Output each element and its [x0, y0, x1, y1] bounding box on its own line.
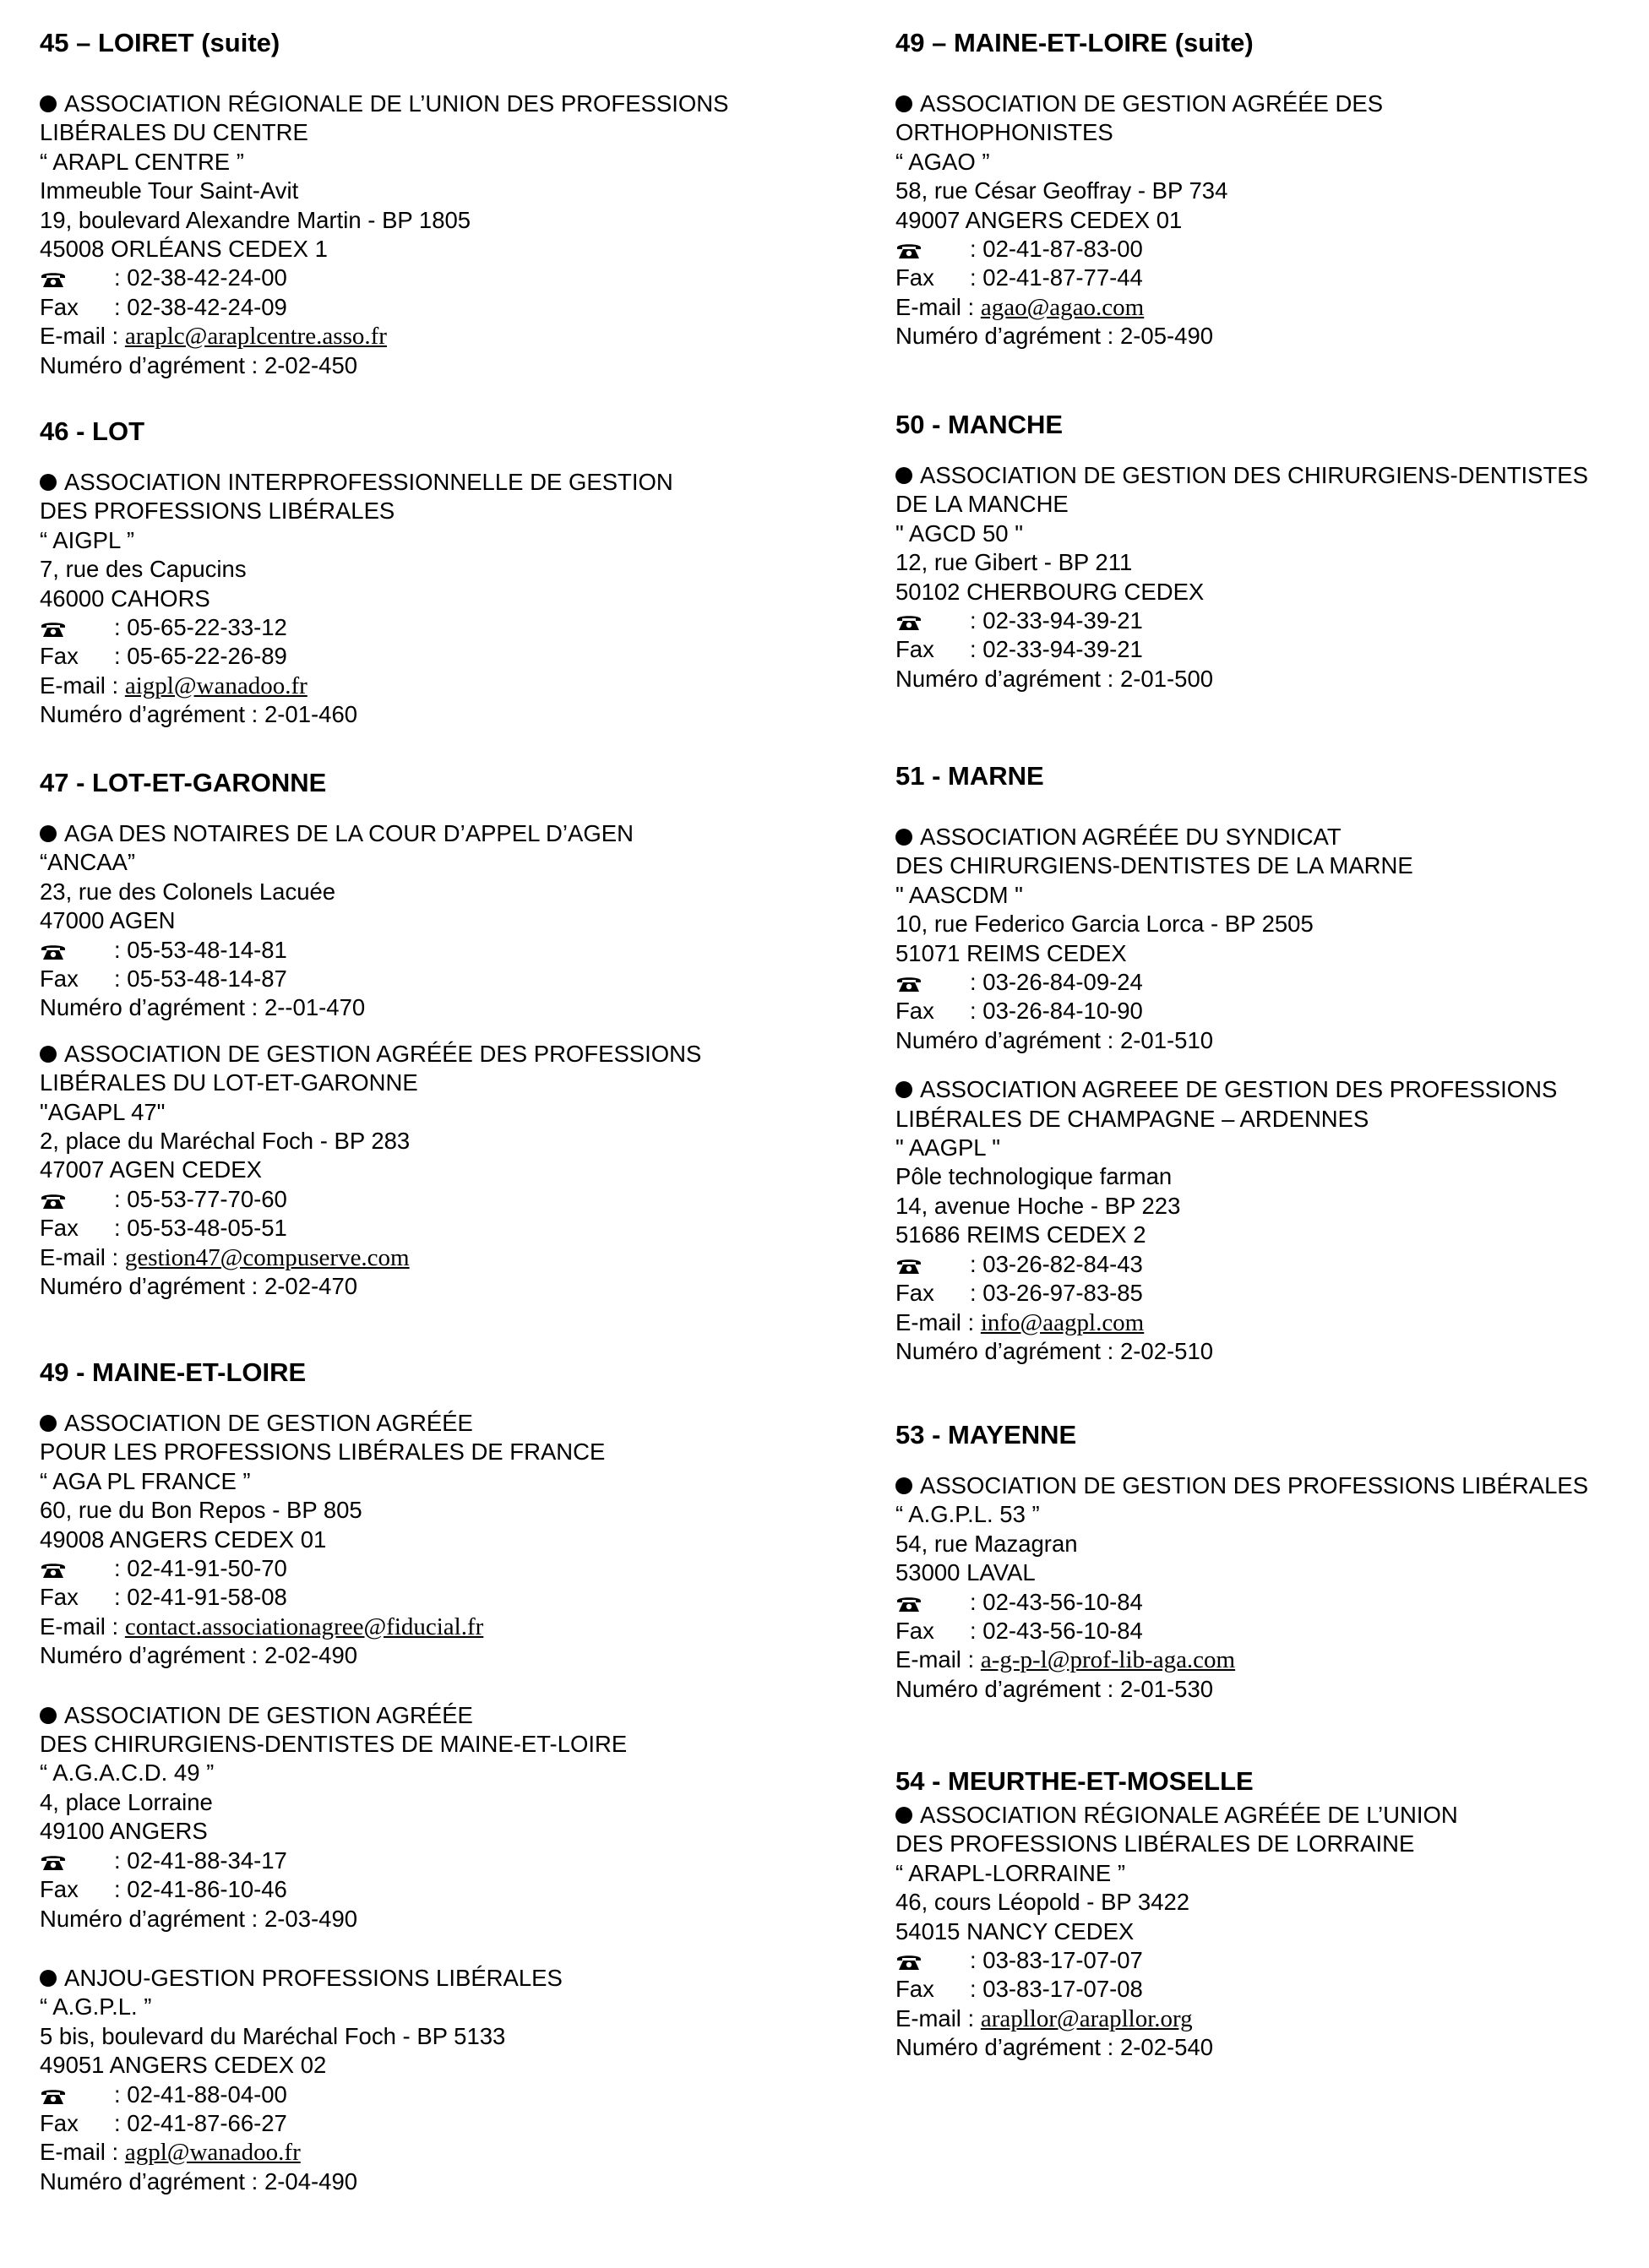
- entry-line: DES PROFESSIONS LIBÉRALES: [40, 498, 395, 525]
- entry-line: POUR LES PROFESSIONS LIBÉRALES DE FRANCE: [40, 1439, 606, 1466]
- fax-value: : 05-65-22-26-89: [114, 643, 287, 670]
- entry-city: 47000 AGEN: [40, 907, 176, 934]
- bullet-icon: [40, 95, 57, 112]
- entry-address: 7, rue des Capucins: [40, 556, 247, 583]
- telephone-icon: [40, 269, 67, 288]
- entry-name: AGA DES NOTAIRES DE LA COUR D’APPEL D’AGEN: [64, 820, 634, 846]
- agrement-number: Numéro d’agrément : 2-02-450: [40, 351, 358, 378]
- phone-value: : 02-41-88-34-17: [114, 1846, 287, 1874]
- email-label: E-mail :: [895, 1646, 975, 1673]
- entry-acronym: “ANCAA”: [40, 849, 136, 876]
- telephone-icon: [895, 1256, 922, 1275]
- phone-value: : 05-65-22-33-12: [114, 614, 287, 641]
- fax-value: : 03-26-97-83-85: [970, 1280, 1143, 1307]
- section-heading: 50 - MANCHE: [895, 410, 1064, 439]
- agrement-number: Numéro d’agrément : 2-02-490: [40, 1642, 358, 1669]
- entry-name: ASSOCIATION DE GESTION AGRÉÉE DES PROFESSIONS: [64, 1040, 702, 1067]
- entry-agacd-49: [40, 1701, 851, 1934]
- fax-label: Fax: [40, 643, 79, 670]
- entry-city: 46000 CAHORS: [40, 585, 210, 612]
- entry-acronym: “ ARAPL-LORRAINE ”: [895, 1859, 1126, 1886]
- entry-acronym: “ A.G.P.L. ”: [40, 1993, 152, 2021]
- agrement-number: Numéro d’agrément : 2-01-530: [895, 1675, 1214, 1702]
- entry-address: 60, rue du Bon Repos - BP 805: [40, 1497, 362, 1524]
- entry-line: DES PROFESSIONS LIBÉRALES DE LORRAINE: [895, 1830, 1415, 1857]
- entry-city: 49007 ANGERS CEDEX 01: [895, 206, 1183, 233]
- telephone-icon: [40, 619, 67, 638]
- entry-name: ASSOCIATION INTERPROFESSIONNELLE DE GESTION: [64, 469, 673, 495]
- agrement-number: Numéro d’agrément : 2-01-510: [895, 1026, 1214, 1053]
- bullet-icon: [40, 1415, 57, 1432]
- email-label: E-mail :: [895, 1308, 975, 1335]
- fax-value: : 05-53-48-05-51: [114, 1215, 287, 1242]
- phone-value: : 05-53-77-70-60: [114, 1185, 287, 1212]
- entry-line: Immeuble Tour Saint-Avit: [40, 177, 299, 204]
- section-heading: 51 - MARNE: [895, 761, 1044, 791]
- email-label: E-mail :: [40, 1613, 119, 1640]
- entry-city: 54015 NANCY CEDEX: [895, 1917, 1135, 1944]
- telephone-icon: [40, 1560, 67, 1579]
- entry-city: 50102 CHERBOURG CEDEX: [895, 578, 1205, 605]
- fax-label: Fax: [895, 1976, 934, 2003]
- agrement-number: Numéro d’agrément : 2-01-460: [40, 701, 358, 728]
- email-link[interactable]: info@aagpl.com: [980, 1308, 1145, 1336]
- agrement-number: Numéro d’agrément : 2-02-540: [895, 2034, 1214, 2061]
- phone-value: : 03-26-82-84-43: [970, 1250, 1143, 1277]
- agrement-number: Numéro d’agrément : 2-02-470: [40, 1273, 358, 1300]
- fax-value: : 02-43-56-10-84: [970, 1618, 1143, 1645]
- entry-line: DES CHIRURGIENS-DENTISTES DE MAINE-ET-LOIRE: [40, 1731, 628, 1758]
- entry-city: 51686 REIMS CEDEX 2: [895, 1221, 1146, 1248]
- fax-label: Fax: [40, 2109, 79, 2136]
- fax-value: : 03-83-17-07-08: [970, 1976, 1143, 2003]
- email-link[interactable]: a-g-p-l@prof-lib-aga.com: [980, 1646, 1236, 1674]
- entry-arapl-centre: [40, 90, 851, 380]
- entry-ancaa: [40, 819, 851, 1023]
- telephone-icon: [40, 1191, 67, 1210]
- entry-name: ANJOU-GESTION PROFESSIONS LIBÉRALES: [64, 1964, 563, 1991]
- phone-value: : 02-41-91-50-70: [114, 1555, 287, 1582]
- bullet-icon: [40, 825, 57, 842]
- telephone-icon: [895, 241, 922, 259]
- entry-line: LIBÉRALES DU CENTRE: [40, 119, 308, 146]
- section-51-marne: [895, 760, 1647, 1366]
- email-link[interactable]: araplc@araplcentre.asso.fr: [124, 323, 387, 351]
- section-49-maine-et-loire: [40, 1357, 851, 2196]
- entry-city: 49100 ANGERS: [40, 1818, 208, 1845]
- entry-name: ASSOCIATION RÉGIONALE AGRÉÉE DE L’UNION: [920, 1802, 1458, 1828]
- fax-label: Fax: [895, 998, 934, 1025]
- bullet-icon: [895, 1081, 912, 1098]
- phone-value: : 05-53-48-14-81: [114, 936, 287, 963]
- section-53-mayenne: [895, 1419, 1647, 1704]
- agrement-number: Numéro d’agrément : 2-04-490: [40, 2167, 358, 2195]
- bullet-icon: [895, 467, 912, 484]
- entry-name: ASSOCIATION AGREEE DE GESTION DES PROFESSIONS: [920, 1076, 1558, 1103]
- bullet-icon: [40, 1970, 57, 1987]
- section-heading: 49 - MAINE-ET-LOIRE: [40, 1357, 307, 1387]
- entry-name: ASSOCIATION AGRÉÉE DU SYNDICAT: [920, 824, 1342, 850]
- telephone-icon: [40, 2086, 67, 2105]
- entry-address: 12, rue Gibert - BP 211: [895, 549, 1133, 576]
- entry-agpl-53: [895, 1471, 1647, 1704]
- entry-address: 2, place du Maréchal Foch - BP 283: [40, 1128, 411, 1155]
- entry-acronym: “ AGA PL FRANCE ”: [40, 1467, 251, 1494]
- entry-aagpl: [895, 1075, 1647, 1366]
- bullet-icon: [895, 829, 912, 846]
- entry-acronym: “ A.G.P.L. 53 ”: [895, 1501, 1040, 1528]
- section-54-meurthe-et-moselle: [895, 1765, 1647, 2063]
- section-46-lot: [40, 416, 851, 730]
- entry-line: Pôle technologique farman: [895, 1163, 1173, 1190]
- phone-value: : 02-43-56-10-84: [970, 1588, 1143, 1615]
- entry-aascdm: [895, 823, 1647, 1055]
- phone-value: : 02-41-88-04-00: [114, 2080, 287, 2108]
- entry-name: ASSOCIATION DE GESTION AGRÉÉE: [64, 1701, 473, 1728]
- entry-name: ASSOCIATION DE GESTION DES CHIRURGIENS-DENTISTES: [920, 462, 1588, 488]
- entry-address: 54, rue Mazagran: [895, 1530, 1078, 1557]
- fax-label: Fax: [40, 1876, 79, 1903]
- entry-agao: [895, 90, 1647, 351]
- section-47-lot-et-garonne: [40, 767, 851, 1302]
- agrement-number: Numéro d’agrément : 2-02-510: [895, 1337, 1214, 1364]
- fax-value: : 02-41-87-66-27: [114, 2109, 287, 2136]
- entry-address: 23, rue des Colonels Lacuée: [40, 878, 336, 905]
- bullet-icon: [40, 1046, 57, 1063]
- fax-value: : 02-41-91-58-08: [114, 1584, 287, 1611]
- fax-value: : 02-41-86-10-46: [114, 1876, 287, 1903]
- email-label: E-mail :: [40, 2139, 119, 2166]
- entry-city: 47007 AGEN CEDEX: [40, 1156, 262, 1183]
- telephone-icon: [895, 1594, 922, 1613]
- email-link[interactable]: aigpl@wanadoo.fr: [124, 672, 307, 699]
- entry-address: 10, rue Federico Garcia Lorca - BP 2505: [895, 911, 1314, 938]
- entry-line: LIBÉRALES DE CHAMPAGNE – ARDENNES: [895, 1105, 1369, 1132]
- phone-value: : 02-33-94-39-21: [970, 607, 1143, 634]
- email-label: E-mail :: [895, 2004, 975, 2031]
- section-heading: 46 - LOT: [40, 416, 145, 446]
- entry-agapl-47: [40, 1040, 851, 1302]
- bullet-icon: [895, 1807, 912, 1824]
- entry-name: ASSOCIATION DE GESTION DES PROFESSIONS LIBÉRALES: [920, 1472, 1589, 1498]
- email-label: E-mail :: [40, 323, 119, 350]
- agrement-number: Numéro d’agrément : 2--01-470: [40, 994, 366, 1021]
- bullet-icon: [40, 1707, 57, 1724]
- entry-city: 49008 ANGERS CEDEX 01: [40, 1526, 327, 1553]
- section-49-maine-et-loire-suite: [895, 27, 1647, 351]
- telephone-icon: [895, 1952, 922, 1971]
- entry-aga-pl-france: [40, 1409, 851, 1671]
- entry-acronym: " AGCD 50 ": [895, 519, 1023, 547]
- fax-value: : 02-41-87-77-44: [970, 264, 1143, 291]
- entry-city: 45008 ORLÉANS CEDEX 1: [40, 236, 328, 263]
- entry-acronym: "AGAPL 47": [40, 1098, 166, 1125]
- entry-line: LIBÉRALES DU LOT-ET-GARONNE: [40, 1069, 418, 1096]
- entry-line: DE LA MANCHE: [895, 491, 1069, 518]
- section-heading: 49 – MAINE-ET-LOIRE (suite): [895, 28, 1254, 57]
- entry-city: 49051 ANGERS CEDEX 02: [40, 2052, 327, 2079]
- entry-name: ASSOCIATION RÉGIONALE DE L’UNION DES PROFESSIONS: [64, 90, 729, 117]
- entry-anjou-gestion: [40, 1964, 851, 2196]
- entry-city: 53000 LAVAL: [895, 1559, 1036, 1586]
- email-label: E-mail :: [40, 672, 119, 699]
- fax-label: Fax: [40, 293, 79, 320]
- fax-label: Fax: [40, 965, 79, 993]
- fax-value: : 03-26-84-10-90: [970, 998, 1143, 1025]
- section-heading: 45 – LOIRET (suite): [40, 28, 280, 57]
- agrement-number: Numéro d’agrément : 2-01-500: [895, 665, 1214, 692]
- section-45-loiret: [40, 27, 851, 380]
- entry-line: DES CHIRURGIENS-DENTISTES DE LA MARNE: [895, 852, 1413, 879]
- entry-address: 4, place Lorraine: [40, 1788, 213, 1815]
- entry-acronym: “ AIGPL ”: [40, 526, 135, 553]
- entry-address: 58, rue César Geoffray - BP 734: [895, 177, 1228, 204]
- entry-city: 51071 REIMS CEDEX: [895, 939, 1127, 966]
- telephone-icon: [40, 942, 67, 960]
- email-link[interactable]: gestion47@compuserve.com: [124, 1243, 410, 1271]
- section-heading: 54 - MEURTHE-ET-MOSELLE: [895, 1766, 1254, 1796]
- phone-value: : 02-41-87-83-00: [970, 236, 1143, 263]
- entry-address: 46, cours Léopold - BP 3422: [895, 1889, 1190, 1916]
- email-link[interactable]: arapllor@arapllor.org: [980, 2004, 1193, 2032]
- fax-label: Fax: [895, 636, 934, 663]
- phone-value: : 02-38-42-24-00: [114, 264, 287, 291]
- bullet-icon: [895, 1477, 912, 1494]
- entry-acronym: “ A.G.A.C.D. 49 ”: [40, 1759, 215, 1787]
- telephone-icon: [895, 612, 922, 631]
- entry-address: 19, boulevard Alexandre Martin - BP 1805: [40, 206, 471, 233]
- email-label: E-mail :: [40, 1243, 119, 1270]
- entry-address: 5 bis, boulevard du Maréchal Foch - BP 5133: [40, 2022, 506, 2049]
- telephone-icon: [40, 1852, 67, 1871]
- entry-name: ASSOCIATION DE GESTION AGRÉÉE DES: [920, 90, 1384, 117]
- email-label: E-mail :: [895, 293, 975, 320]
- entry-agcd-50: [895, 461, 1647, 693]
- fax-value: : 02-33-94-39-21: [970, 636, 1143, 663]
- email-link[interactable]: agpl@wanadoo.fr: [124, 2139, 301, 2167]
- agrement-number: Numéro d’agrément : 2-03-490: [40, 1905, 358, 1932]
- entry-arapl-lorraine: [895, 1801, 1647, 2063]
- phone-value: : 03-83-17-07-07: [970, 1947, 1143, 1974]
- entry-name: ASSOCIATION DE GESTION AGRÉÉE: [64, 1410, 473, 1436]
- fax-label: Fax: [40, 1584, 79, 1611]
- entry-address: 14, avenue Hoche - BP 223: [895, 1192, 1181, 1219]
- entry-aigpl: [40, 468, 851, 730]
- fax-label: Fax: [895, 1280, 934, 1307]
- bullet-icon: [40, 474, 57, 491]
- entry-acronym: " AAGPL ": [895, 1134, 1000, 1161]
- fax-value: : 02-38-42-24-09: [114, 293, 287, 320]
- entry-acronym: " AASCDM ": [895, 881, 1023, 908]
- fax-value: : 05-53-48-14-87: [114, 965, 287, 993]
- fax-label: Fax: [40, 1215, 79, 1242]
- entry-acronym: “ AGAO ”: [895, 148, 990, 175]
- phone-value: : 03-26-84-09-24: [970, 969, 1143, 996]
- telephone-icon: [895, 974, 922, 993]
- bullet-icon: [895, 95, 912, 112]
- section-heading: 47 - LOT-ET-GARONNE: [40, 768, 327, 797]
- email-link[interactable]: contact.associationagree@fiducial.fr: [124, 1613, 484, 1640]
- entry-acronym: “ ARAPL CENTRE ”: [40, 148, 244, 175]
- section-heading: 53 - MAYENNE: [895, 1420, 1077, 1449]
- fax-label: Fax: [895, 264, 934, 291]
- section-50-manche: [895, 409, 1647, 693]
- fax-label: Fax: [895, 1618, 934, 1645]
- agrement-number: Numéro d’agrément : 2-05-490: [895, 323, 1214, 350]
- entry-line: ORTHOPHONISTES: [895, 119, 1113, 146]
- email-link[interactable]: agao@agao.com: [980, 293, 1145, 321]
